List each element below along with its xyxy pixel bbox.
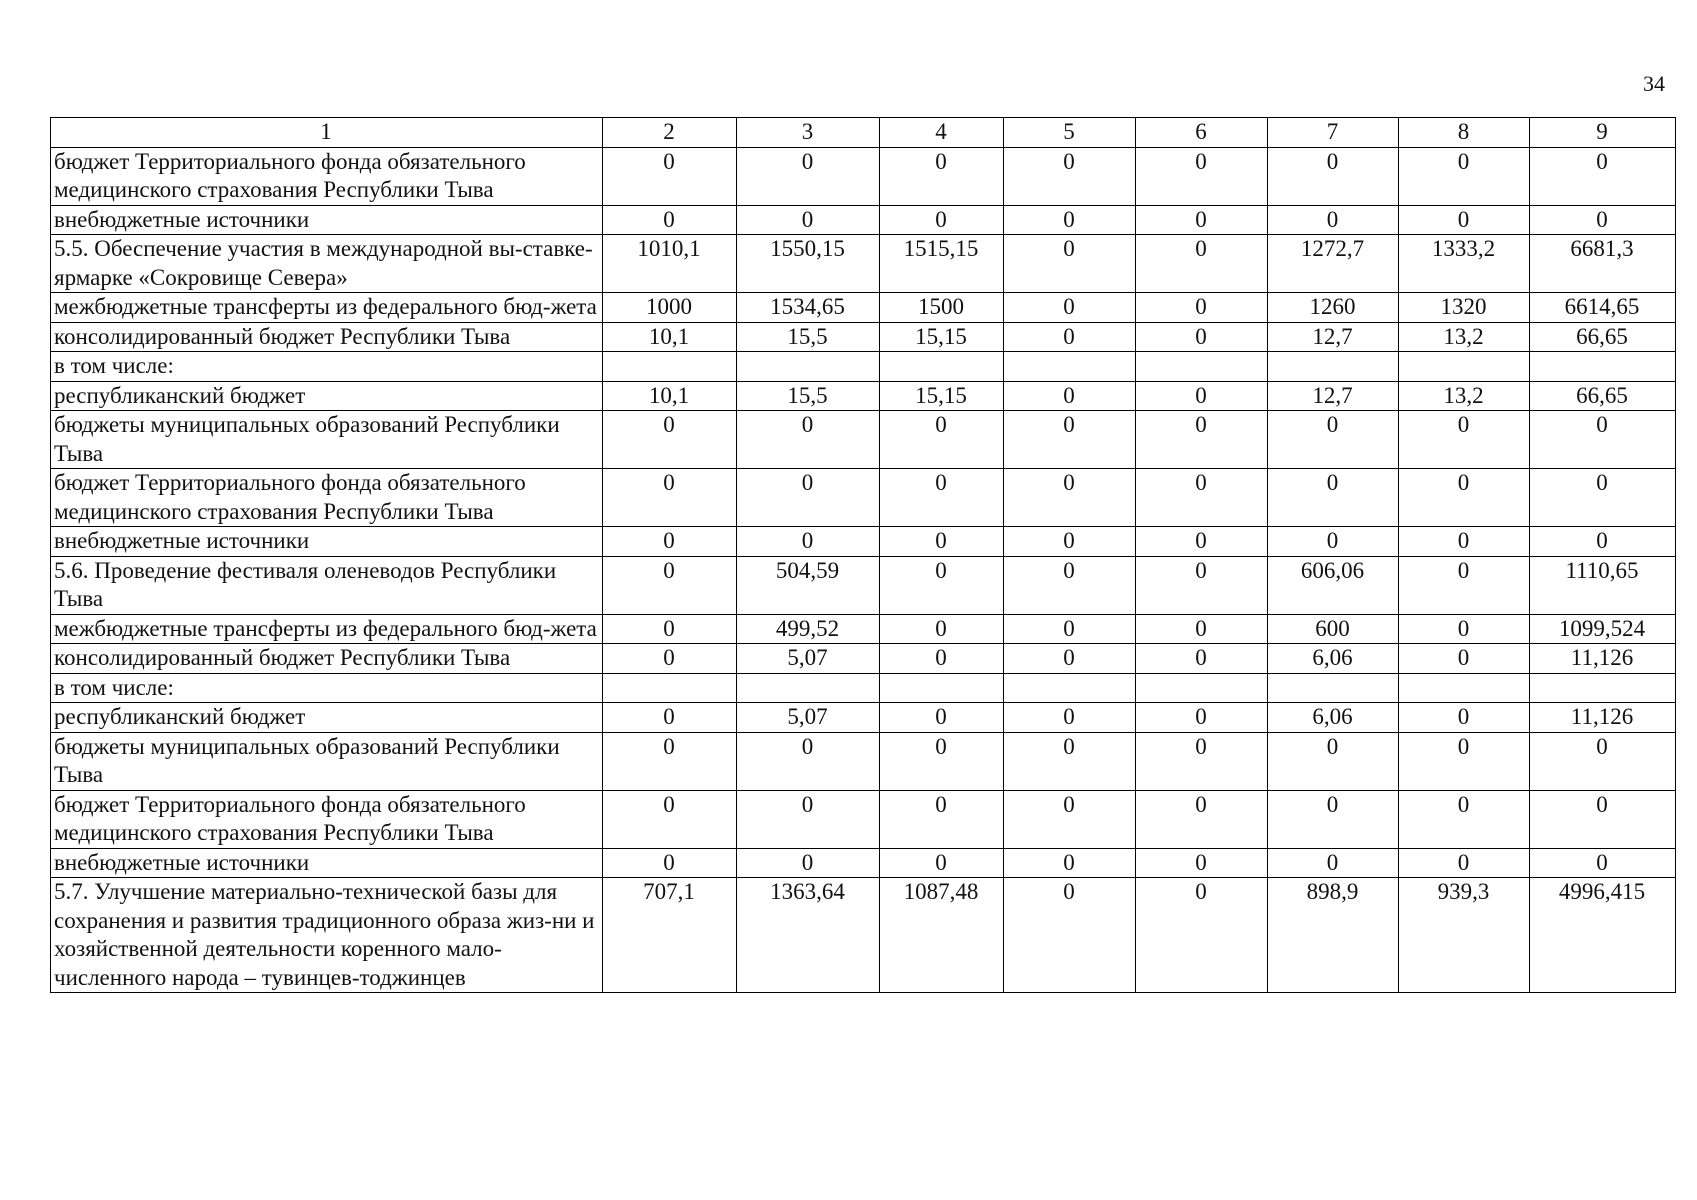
value-cell: 0: [1268, 469, 1399, 527]
value-cell: 0: [1399, 614, 1530, 644]
row-label: межбюджетные трансферты из федерального бюд-жета: [51, 614, 603, 644]
value-cell: 0: [1399, 556, 1530, 614]
value-cell: 0: [1136, 322, 1268, 352]
table-row: [51, 878, 1676, 993]
value-cell: 0: [1399, 732, 1530, 790]
value-cell: 0: [1136, 381, 1268, 411]
value-cell: 0: [603, 411, 737, 469]
value-cell: 898,9: [1268, 878, 1399, 993]
value-cell: 0: [1136, 732, 1268, 790]
value-cell: 0: [1136, 790, 1268, 848]
table-body: [51, 118, 1676, 993]
value-cell: [880, 352, 1004, 382]
value-cell: 499,52: [737, 614, 880, 644]
value-cell: 0: [603, 556, 737, 614]
column-header-6: 6: [1136, 118, 1268, 148]
value-cell: 0: [1004, 703, 1136, 733]
value-cell: 0: [1004, 614, 1136, 644]
value-cell: 1087,48: [880, 878, 1004, 993]
value-cell: 1550,15: [737, 235, 880, 293]
value-cell: 1010,1: [603, 235, 737, 293]
value-cell: 0: [1004, 381, 1136, 411]
value-cell: 0: [603, 205, 737, 235]
table-row: [51, 673, 1676, 703]
table-row: [51, 527, 1676, 557]
value-cell: 0: [880, 556, 1004, 614]
row-label: 5.5. Обеспечение участия в международной вы-ставке-ярмарке «Сокровище Севера»: [51, 235, 603, 293]
value-cell: [1136, 673, 1268, 703]
value-cell: 1320: [1399, 293, 1530, 323]
row-label: бюджет Территориального фонда обязательного медицинского страхования Республики Тыва: [51, 790, 603, 848]
table-row: [51, 352, 1676, 382]
value-cell: 0: [1399, 411, 1530, 469]
value-cell: 0: [603, 644, 737, 674]
value-cell: 6,06: [1268, 644, 1399, 674]
value-cell: 0: [1004, 848, 1136, 878]
row-label: внебюджетные источники: [51, 848, 603, 878]
value-cell: 0: [1004, 556, 1136, 614]
value-cell: 4996,415: [1530, 878, 1676, 993]
row-label: внебюджетные источники: [51, 527, 603, 557]
value-cell: 0: [1004, 147, 1136, 205]
value-cell: 0: [603, 732, 737, 790]
page-number: 34: [1643, 71, 1665, 96]
value-cell: 0: [1530, 527, 1676, 557]
value-cell: 0: [1004, 732, 1136, 790]
value-cell: 1099,524: [1530, 614, 1676, 644]
value-cell: 0: [880, 527, 1004, 557]
value-cell: 0: [1136, 703, 1268, 733]
value-cell: 0: [1004, 878, 1136, 993]
value-cell: [603, 352, 737, 382]
value-cell: 0: [1268, 411, 1399, 469]
value-cell: 1534,65: [737, 293, 880, 323]
value-cell: 11,126: [1530, 703, 1676, 733]
value-cell: 0: [737, 848, 880, 878]
value-cell: 1333,2: [1399, 235, 1530, 293]
value-cell: [1530, 352, 1676, 382]
value-cell: 0: [1136, 527, 1268, 557]
value-cell: 0: [603, 469, 737, 527]
row-label: бюджеты муниципальных образований Республики Тыва: [51, 732, 603, 790]
value-cell: 0: [1136, 644, 1268, 674]
table-header-row: [51, 118, 1676, 148]
row-label: 5.6. Проведение фестиваля оленеводов Республики Тыва: [51, 556, 603, 614]
value-cell: 504,59: [737, 556, 880, 614]
value-cell: 0: [1530, 848, 1676, 878]
value-cell: [603, 673, 737, 703]
value-cell: 1272,7: [1268, 235, 1399, 293]
column-header-3: 3: [737, 118, 880, 148]
row-label: в том числе:: [51, 352, 603, 382]
row-label: бюджет Территориального фонда обязательного медицинского страхования Республики Тыва: [51, 469, 603, 527]
value-cell: 0: [1268, 205, 1399, 235]
row-label: 5.7. Улучшение материально-технической базы для сохранения и развития традиционного образа жиз-ни и хозяйственной деятельности коренного мало-численного народа – тувинцев-тоджинцев: [51, 878, 603, 993]
value-cell: [737, 352, 880, 382]
row-label: бюджеты муниципальных образований Республики Тыва: [51, 411, 603, 469]
value-cell: 0: [737, 411, 880, 469]
value-cell: 6681,3: [1530, 235, 1676, 293]
value-cell: 0: [1399, 205, 1530, 235]
value-cell: 0: [1399, 848, 1530, 878]
row-label: республиканский бюджет: [51, 381, 603, 411]
column-header-2: 2: [603, 118, 737, 148]
value-cell: 15,5: [737, 381, 880, 411]
value-cell: 13,2: [1399, 322, 1530, 352]
value-cell: 0: [1136, 411, 1268, 469]
value-cell: 0: [603, 527, 737, 557]
row-label: межбюджетные трансферты из федерального бюд-жета: [51, 293, 603, 323]
value-cell: 15,5: [737, 322, 880, 352]
row-label: в том числе:: [51, 673, 603, 703]
value-cell: 0: [1399, 790, 1530, 848]
value-cell: [1530, 673, 1676, 703]
value-cell: 6,06: [1268, 703, 1399, 733]
value-cell: [1268, 673, 1399, 703]
value-cell: [880, 673, 1004, 703]
value-cell: 0: [880, 614, 1004, 644]
value-cell: 0: [1268, 848, 1399, 878]
value-cell: 0: [1530, 205, 1676, 235]
value-cell: 11,126: [1530, 644, 1676, 674]
value-cell: 600: [1268, 614, 1399, 644]
table-row: [51, 644, 1676, 674]
value-cell: 0: [1399, 644, 1530, 674]
table-row: [51, 411, 1676, 469]
value-cell: 0: [1136, 205, 1268, 235]
value-cell: 0: [880, 411, 1004, 469]
value-cell: 0: [1136, 293, 1268, 323]
value-cell: 606,06: [1268, 556, 1399, 614]
value-cell: 1260: [1268, 293, 1399, 323]
value-cell: 0: [1004, 293, 1136, 323]
value-cell: [1399, 352, 1530, 382]
value-cell: 12,7: [1268, 322, 1399, 352]
value-cell: 0: [1136, 848, 1268, 878]
value-cell: 0: [1004, 644, 1136, 674]
row-label: бюджет Территориального фонда обязательного медицинского страхования Республики Тыва: [51, 147, 603, 205]
value-cell: 0: [1004, 235, 1136, 293]
value-cell: 1000: [603, 293, 737, 323]
value-cell: 0: [603, 147, 737, 205]
value-cell: 0: [1004, 322, 1136, 352]
value-cell: 0: [603, 703, 737, 733]
value-cell: 0: [1530, 147, 1676, 205]
value-cell: 0: [1530, 790, 1676, 848]
column-header-9: 9: [1530, 118, 1676, 148]
value-cell: 0: [603, 848, 737, 878]
value-cell: 0: [1399, 703, 1530, 733]
value-cell: 0: [1136, 614, 1268, 644]
value-cell: 0: [1399, 147, 1530, 205]
value-cell: 5,07: [737, 703, 880, 733]
value-cell: 0: [1530, 469, 1676, 527]
value-cell: 1363,64: [737, 878, 880, 993]
table-row: [51, 469, 1676, 527]
value-cell: 1515,15: [880, 235, 1004, 293]
value-cell: 66,65: [1530, 322, 1676, 352]
row-label: республиканский бюджет: [51, 703, 603, 733]
value-cell: 12,7: [1268, 381, 1399, 411]
table-row: [51, 147, 1676, 205]
value-cell: [1004, 673, 1136, 703]
row-label: внебюджетные источники: [51, 205, 603, 235]
value-cell: 5,07: [737, 644, 880, 674]
value-cell: 13,2: [1399, 381, 1530, 411]
budget-table: [50, 117, 1676, 993]
value-cell: 0: [880, 147, 1004, 205]
table-row: [51, 556, 1676, 614]
column-header-5: 5: [1004, 118, 1136, 148]
table-row: [51, 848, 1676, 878]
value-cell: 0: [880, 848, 1004, 878]
value-cell: 0: [1268, 732, 1399, 790]
value-cell: 0: [1004, 205, 1136, 235]
value-cell: 0: [603, 790, 737, 848]
value-cell: 0: [1530, 732, 1676, 790]
value-cell: 0: [880, 732, 1004, 790]
value-cell: 0: [1004, 469, 1136, 527]
value-cell: 0: [1004, 411, 1136, 469]
value-cell: [1136, 352, 1268, 382]
column-header-4: 4: [880, 118, 1004, 148]
column-header-7: 7: [1268, 118, 1399, 148]
value-cell: 0: [1268, 147, 1399, 205]
value-cell: 10,1: [603, 322, 737, 352]
value-cell: 0: [1268, 527, 1399, 557]
value-cell: 0: [880, 703, 1004, 733]
table-row: [51, 235, 1676, 293]
value-cell: 0: [880, 644, 1004, 674]
value-cell: 0: [737, 527, 880, 557]
value-cell: 0: [737, 790, 880, 848]
table-row: [51, 732, 1676, 790]
value-cell: 0: [1004, 790, 1136, 848]
value-cell: 0: [1004, 527, 1136, 557]
value-cell: 0: [1136, 235, 1268, 293]
value-cell: 0: [1136, 878, 1268, 993]
column-header-8: 8: [1399, 118, 1530, 148]
value-cell: 939,3: [1399, 878, 1530, 993]
table-row: [51, 205, 1676, 235]
table-row: [51, 293, 1676, 323]
value-cell: 10,1: [603, 381, 737, 411]
value-cell: 15,15: [880, 381, 1004, 411]
table-row: [51, 790, 1676, 848]
column-header-1: 1: [51, 118, 603, 148]
value-cell: 0: [1136, 469, 1268, 527]
value-cell: 15,15: [880, 322, 1004, 352]
value-cell: [1004, 352, 1136, 382]
value-cell: 0: [1399, 527, 1530, 557]
value-cell: 0: [737, 147, 880, 205]
value-cell: [1268, 352, 1399, 382]
value-cell: 0: [880, 790, 1004, 848]
value-cell: 0: [880, 469, 1004, 527]
value-cell: [1399, 673, 1530, 703]
value-cell: 1110,65: [1530, 556, 1676, 614]
value-cell: 0: [1136, 556, 1268, 614]
value-cell: 0: [737, 469, 880, 527]
value-cell: 0: [737, 205, 880, 235]
value-cell: 0: [737, 732, 880, 790]
value-cell: 0: [1530, 411, 1676, 469]
value-cell: 0: [1399, 469, 1530, 527]
row-label: консолидированный бюджет Республики Тыва: [51, 644, 603, 674]
value-cell: 6614,65: [1530, 293, 1676, 323]
value-cell: 707,1: [603, 878, 737, 993]
table-row: [51, 322, 1676, 352]
row-label: консолидированный бюджет Республики Тыва: [51, 322, 603, 352]
table-row: [51, 614, 1676, 644]
value-cell: 0: [1136, 147, 1268, 205]
value-cell: 66,65: [1530, 381, 1676, 411]
value-cell: 0: [880, 205, 1004, 235]
table-row: [51, 703, 1676, 733]
value-cell: 0: [603, 614, 737, 644]
value-cell: [737, 673, 880, 703]
value-cell: 1500: [880, 293, 1004, 323]
table-row: [51, 381, 1676, 411]
value-cell: 0: [1268, 790, 1399, 848]
